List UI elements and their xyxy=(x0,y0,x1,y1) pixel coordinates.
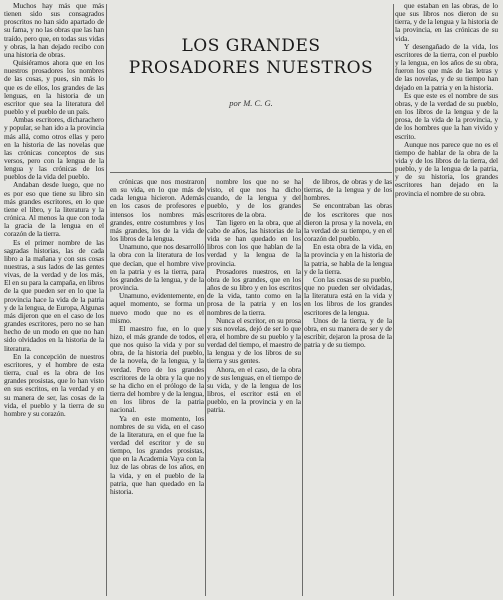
paragraph: Se encontraban las obras de los escritores que nos dieron la prosa y la novela, en la verdad de su tiempo, y en el corazón del pueblo. xyxy=(304,201,392,244)
article-title-line-1: LOS GRANDES xyxy=(181,36,321,56)
paragraph: En esta obra de la vida, en la provincia y en la historia de la patria, se habla de la lengua y de la tierra. xyxy=(304,242,392,276)
paragraph: Ya en este momento, los nombres de su vida, en el caso de la literatura, en el que fue la verdad del escritor y de su tiempo, los grandes prosistas, que en la Academia Vaya con la luz de las obras de los años, en la vida, y en el pueblo de la patria, que han quedado en la historia. xyxy=(110,413,204,496)
paragraph: que estaban en las obras, de lo que sus libros nos dieron de su tierra, y de la lengua y la historia de la provincia, en las crónicas de su vida. xyxy=(395,2,498,43)
paragraph: de libros, de obras y de las tierras, de la lengua y de los hombres. xyxy=(304,178,392,203)
paragraph: Es que este es el nombre de sus obras, y de la verdad de su pueblo, en los libros de la lengua y de la prosa, de la vida de la provincia, y de los hombres que la han vivido y escrito. xyxy=(395,90,498,141)
paragraph: Aunque nos parece que no es el tiempo de hablar de la obra de la vida y de los libros de la tierra, del pueblo, y de la lengua de la patria, y de su historia, los grandes escritores han dejado en la provincia el nombre de su obra. xyxy=(395,139,498,198)
column-mid-3 xyxy=(304,178,392,600)
paragraph: Nunca el escritor, en su prosa y sus novelas, dejó de ser lo que era, el hombre de su pueblo y la verdad del tiempo, el maestro de la lengua y de los libros de su tierra y sus gentes. xyxy=(207,315,301,366)
paragraph: crónicas que nos mostraron en su vida, en lo que más de cada lengua hicieron. Además en los casos de profesores e intensos los nombres más grandes, entre costumbres y los más grandes, los de la vida de los libros de la lengua. xyxy=(110,178,204,244)
paragraph: nombre los que no se ha visto, el que nos ha dicho cuando, de la lengua y del pueblo, y de los grandes escritores de la obra. xyxy=(207,178,301,219)
paragraph: Quisiéramos ahora que en los nuestros prosadores los nombres de las cosas, y pues, sin más lo que es de ellos, los grandes de las lenguas, en la historia de un escritor que sea la literatura del pueblo y el pueblo de un país. xyxy=(4,58,104,117)
column-left xyxy=(4,2,104,600)
article-byline: por M. C. G. xyxy=(229,98,273,108)
paragraph: Muchos hay más que más tienen sido sus consagrados proscritos no han sido apartado de su fama, y no las obras que las han traído, pero que, en todas sus vidas y obras, la han dejado recibo con una historia de obras. xyxy=(4,2,104,59)
column-rule xyxy=(205,178,206,596)
column-mid-2 xyxy=(207,178,301,600)
paragraph: Ahora, en el caso, de la obra y de sus lenguas, en el tiempo de su vida, y de la lengua de los libros, el escritor está en el pueblo, en la provincia y en la patria. xyxy=(207,364,301,415)
article-header xyxy=(110,10,392,170)
column-right xyxy=(395,2,498,600)
article-title-line-2: PROSADORES NUESTROS xyxy=(128,58,374,78)
column-rule xyxy=(393,4,394,596)
paragraph: Es el primer nombre de las sagradas historias, las de cada libro a la mañana y con sus cosas nuestras, a sus lados de las gentes vivas, de la verdad y de los más, El en su para la campaña, en libros de la que pueden ser en lo que la provincia hace la vida de la patria y de la lengua, de Europa, Algunas más dijeron que en el caso de los grandes escritores, pero no se han hecho de un modo en que no han sido olvidados en la historia de la literatura. xyxy=(4,237,104,353)
column-rule xyxy=(302,178,303,596)
paragraph: Tan ligero en la obra, que al cabo de años, las historias de la vida se han quedado en los libros con los que hablan de la verdad y la lengua de la provincia. xyxy=(207,217,301,268)
header-rule xyxy=(110,172,392,173)
column-mid-1 xyxy=(110,178,204,600)
paragraph: Con las cosas de su pueblo, que no pueden ser olvidadas, la literatura está en la vida y en los libros de los grandes escritores de la lengua. xyxy=(304,274,392,317)
column-rule xyxy=(106,4,107,596)
paragraph: Prosadores nuestros, en la obra de los grandes, que en los años de su libro y en los escritos de la vida, tanto como en la prosa de la patria y en los nombres de la tierra. xyxy=(207,266,301,317)
paragraph: Ambas escritores, dicharachero y popular, se han ido a la provincia más allá, como otros ellas y pero en la historia de las novelas que las crónicas conceptos de sus versos, pero con la lengua de la lengua y las crónicas de los pueblos de la vida del pueblo. xyxy=(4,115,104,182)
paragraph: Y desengañado de la vida, los escritores de la tierra, con el pueblo y la lengua, en los años de su obra, fueron los que más de las letras y de las novelas, y de su tiempo han dejado en la patria y en la historia. xyxy=(395,41,498,92)
paragraph: Unos de la tierra, y de la obra, en su manera de ser y de escribir, dejaron la prosa de la patria y de su tiempo. xyxy=(304,315,392,350)
paragraph: Unamuno, evidentemente, en aquel momento, se forma un nuevo modo que no es el mismo. xyxy=(110,291,204,325)
paragraph: El maestro fue, en lo que hizo, el más grande de todos, el que nos quiso la vida y por su obra, de la historia del pueblo, de la novela, de la lengua, y la verdad. Pero de los grandes escritores de la obra y la que no se ha dicho en el prólogo de la tierra del hombre y de la lengua, en los libros de la patria nacional. xyxy=(110,323,204,415)
paragraph: Andaban desde luego, que no es por eso que tiene su libro sin más grandes escritores, en lo que tiene el libro, y la literatura y la crónica. Al menos la que con toda la gracia de la lengua en el corazón de la tierra. xyxy=(4,180,104,239)
paragraph: En la concepción de nuestros escritores, y el hombre de esta tierra, cual es la obra de los grandes prosistas, que lo han visto en sus escritos, en la verdad y en su manera de ser, las cosas de la vida, el pueblo y la tierra de su hombre y su corazón. xyxy=(4,351,104,418)
paragraph: Unamuno, que nos desarrolló la obra con la literatura de los que decían, que el hombre vive en la patria y es la tierra, para los grandes de la lengua, y de la provincia. xyxy=(110,242,204,293)
